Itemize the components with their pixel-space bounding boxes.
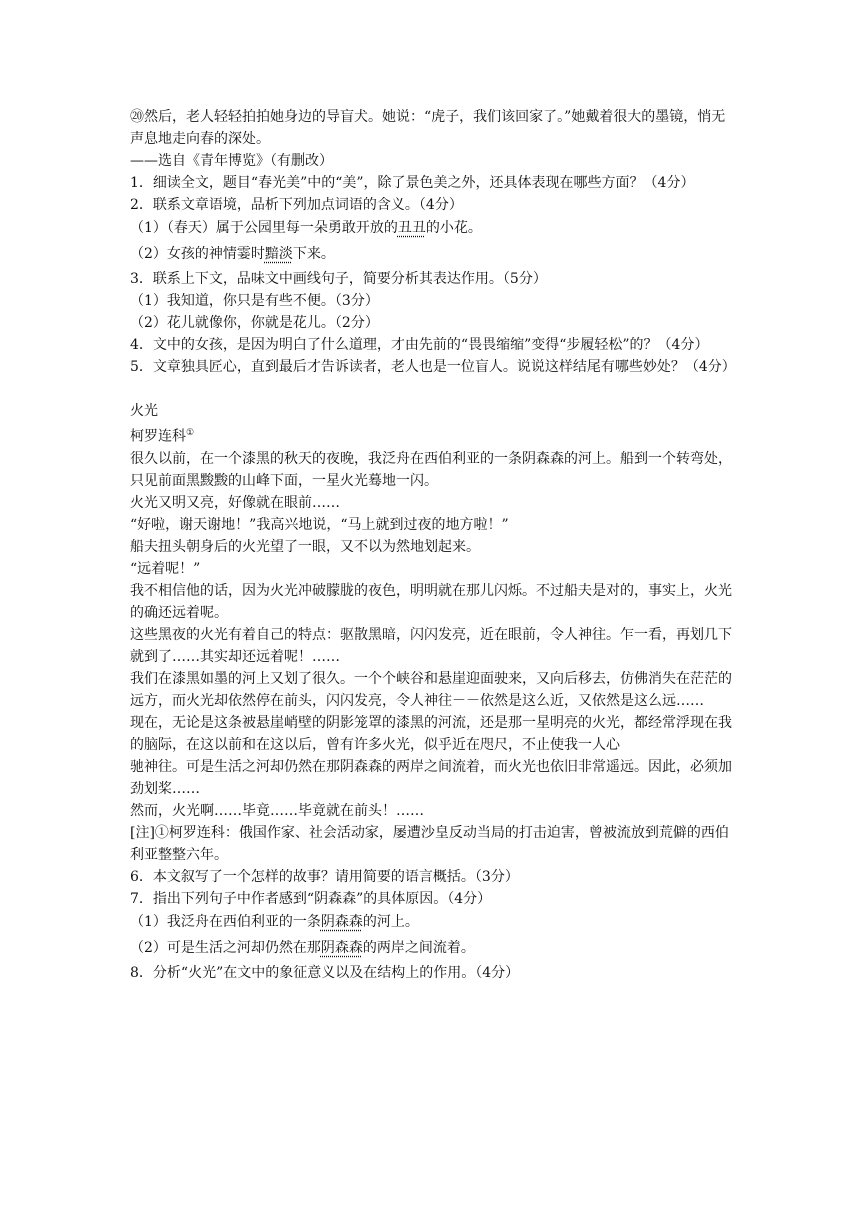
footnote: [注]①柯罗连科：俄国作家、社会活动家，屡遭沙皇反动当局的打击迫害，曾被流放到荒僻的西伯利亚整整六年。 — [130, 824, 729, 863]
document-content — [130, 106, 735, 984]
story-paragraph-9-part-2: 驰神往。可是生活之河却仍然在那阴森森的两岸之间流着，而火光也依旧非常遥远。因此，必须加劲划桨…… — [130, 758, 732, 797]
question-2-item-2 — [130, 242, 735, 268]
question-4: 4．文中的女孩，是因为明白了什么道理，才由先前的“畏畏缩缩”变得“步履轻松”的？（4分） — [130, 337, 709, 353]
story-paragraph-1: 很久以前，在一个漆黑的秋天的夜晚，我泛舟在西伯利亚的一条阴森森的河上。船到一个转弯处，只见前面黑黢黢的山峰下面，一星火光蓦地一闪。 — [130, 450, 732, 489]
spacer — [130, 378, 735, 400]
q7-1-dotted-word: 阴森森 — [320, 913, 363, 930]
question-7: 7．指出下列句子中作者感到“阴森森”的具体原因。（4分） — [130, 890, 492, 907]
story-paragraph-5: “远着呢！” — [130, 560, 201, 577]
question-7-item-2 — [130, 936, 735, 962]
author-note-mark: ① — [186, 428, 195, 438]
question-5: 5．文章独具匠心，直到最后才告诉读者，老人也是一位盲人。说说这样结尾有哪些妙处？（4分） — [130, 359, 736, 375]
paragraph-20: ⑳然后，老人轻轻拍拍她身边的导盲犬。她说：“虎子，我们该回家了。”她戴着很大的墨镜，悄无声息地走向春的深处。 — [130, 109, 726, 147]
story-paragraph-2: 火光又明又亮，好像就在眼前…… — [130, 494, 340, 511]
q2-2-post: 下来。 — [292, 246, 335, 262]
story-title: 火光 — [130, 403, 158, 419]
q2-1-pre: （1）（春天）属于公园里每一朵勇敢开放的 — [130, 220, 398, 236]
story-paragraph-8: 我们在漆黑如墨的河上又划了很久。一个个峡谷和悬崖迎面驶来，又向后移去，仿佛消失在茫茫的远方，而火光却依然停在前头，闪闪发亮，令人神往－－依然是这么近，又依然是这么远…… — [130, 670, 732, 709]
question-2: 2．联系文章语境，品析下列加点词语的含义。（4分） — [130, 197, 463, 213]
q7-2-pre: （2）可是生活之河却仍然在那 — [130, 939, 321, 956]
story-paragraph-3: “好啦，谢天谢地！”我高兴地说，“马上就到过夜的地方啦！” — [130, 516, 509, 533]
story-paragraph-6: 我不相信他的话，因为火光冲破朦胧的夜色，明明就在那儿闪烁。不过船夫是对的，事实上，火光的确还远着呢。 — [130, 582, 732, 621]
q7-2-post: 的两岸之间流着。 — [362, 939, 475, 956]
question-1: 1．细读全文，题目“春光美”中的“美”，除了景色美之外，还具体表现在哪些方面？（4分） — [130, 175, 695, 191]
q7-1-post: 的河上。 — [362, 913, 419, 930]
q2-2-pre: （2）女孩的神情霎时 — [130, 246, 265, 262]
question-3-item-1: （1）我知道，你只是有些不便。（3分） — [130, 293, 379, 309]
q7-1-pre: （1）我泛舟在西伯利亚的一条 — [130, 913, 321, 930]
q2-2-dotted-word: 黯淡 — [264, 246, 293, 262]
question-3: 3．联系上下文，品味文中画线句子，简要分析其表达作用。（5分） — [130, 271, 547, 287]
question-7-item-1 — [130, 910, 735, 936]
q2-1-post: 的小花。 — [425, 220, 482, 236]
story-paragraph-4: 船夫扭头朝身后的火光望了一眼，又不以为然地划起来。 — [130, 538, 480, 555]
story-paragraph-10: 然而，火光啊……毕竟……毕竟就在前头！…… — [130, 802, 424, 819]
question-2-item-1 — [130, 216, 735, 242]
story-paragraph-9-part-1: 现在，无论是这条被悬崖峭壁的阴影笼罩的漆黑的河流，还是那一星明亮的火光，都经常浮现在我的脑际，在这以前和在这以后，曾有许多火光，似乎近在咫尺，不止使我一人心 — [130, 714, 732, 753]
q7-2-dotted-word: 阴森森 — [320, 939, 363, 956]
source-line: ——选自《青年博览》（有删改） — [130, 153, 333, 169]
author-line — [130, 422, 735, 448]
question-3-item-2: （2）花儿就像你，你就是花儿。（2分） — [130, 315, 379, 331]
story-paragraph-7: 这些黑夜的火光有着自己的特点：驱散黑暗，闪闪发亮，近在眼前，令人神往。乍一看，再划几下就到了……其实却还远着呢！…… — [130, 626, 732, 665]
question-8: 8．分析“火光”在文中的象征意义以及在结构上的作用。（4分） — [130, 964, 520, 981]
author-name: 柯罗连科 — [130, 428, 186, 445]
q2-1-dotted-word: 丑丑 — [397, 220, 426, 236]
question-6: 6．本文叙写了一个怎样的故事？请用简要的语言概括。（3分） — [130, 868, 519, 885]
